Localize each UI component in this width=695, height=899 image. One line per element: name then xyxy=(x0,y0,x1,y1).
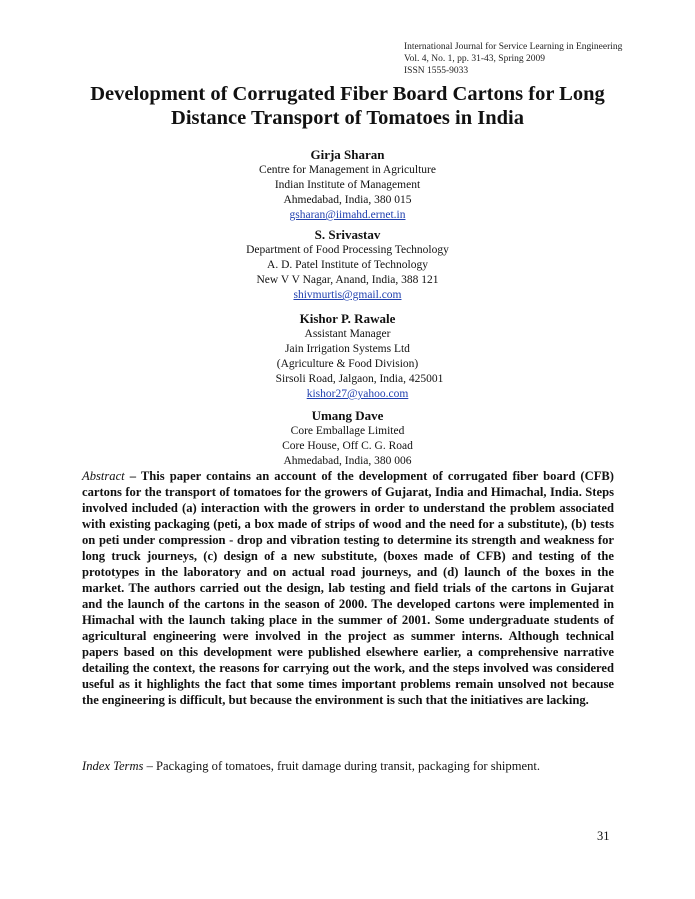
index-terms-label: Index Terms xyxy=(82,759,144,773)
affiliation-line: Core House, Off C. G. Road xyxy=(282,440,413,452)
abstract-text: – This paper contains an account of the development of corrugated fiber board (CFB) cartons for the transport of tomatoes for the growers of Gujarat, India and Himachal, India. Steps involved included (a) interaction with the growers in order to understand the problem associated with existing packaging (peti, a box made of strips of wood and the need for a substitute), (b) tests on peti under compression - drop and vibration testing to determine its strength and weakness for long truck journeys, (c) design of a new substitute, (boxes made of CFB) and testing of the prototypes in the laboratory and on actual road journeys, and (d) launch of the boxes in the market. The authors carried out the design, lab testing and field trials of the cartons in Gujarat and the launch of the cartons in the season of 2000. The developed cartons were implemented in Himachal with the launch taking place in the summer of 2001. Some undergraduate students of agricultural engineering were involved in the project as summer interns. Although technical papers based on this development were published elsewhere earlier, a comprehensive narrative detailing the context, the reasons for carrying out the work, and the steps involved was considered useful as it highlights the fact that some times important problems remain unsolved not because the engineering is difficult, but because the environment is such that the initiatives are lacking. xyxy=(82,469,614,707)
abstract-label: Abstract xyxy=(82,469,125,483)
page-number: 31 xyxy=(597,829,610,843)
affiliation-line: Core Emballage Limited xyxy=(290,425,405,437)
affiliation-line: (Agriculture & Food Division) xyxy=(276,358,419,370)
affiliation-line: New V V Nagar, Anand, India, 388 121 xyxy=(256,274,439,286)
author-email-link[interactable]: kishor27@yahoo.com xyxy=(306,388,409,400)
abstract xyxy=(82,468,614,708)
title-line-1: Development of Corrugated Fiber Board Cartons for Long xyxy=(90,83,605,105)
affiliation-line: Assistant Manager xyxy=(304,328,391,340)
author-email-link[interactable]: gsharan@iimahd.ernet.in xyxy=(289,209,406,221)
affiliation-line: Centre for Management in Agriculture xyxy=(259,164,436,176)
affiliation-line: Jain Irrigation Systems Ltd xyxy=(285,343,410,355)
journal-issn: ISSN 1555-9033 xyxy=(404,66,469,76)
paper-title xyxy=(40,82,655,130)
author-block-sharan xyxy=(170,146,525,223)
index-terms xyxy=(82,758,642,774)
author-block-dave xyxy=(170,407,525,469)
affiliation-line: Sirsoli Road, Jalgaon, India, 425001 xyxy=(275,373,444,385)
journal-volume: Vol. 4, No. 1, pp. 31-43, Spring 2009 xyxy=(404,54,546,64)
author-name: Kishor P. Rawale xyxy=(299,311,396,326)
affiliation-line: Ahmedabad, India, 380 015 xyxy=(283,194,412,206)
author-name: Umang Dave xyxy=(311,408,384,423)
title-line-2: Distance Transport of Tomatoes in India xyxy=(171,107,524,129)
affiliation-line: Ahmedabad, India, 380 006 xyxy=(283,455,412,467)
affiliation-line: Indian Institute of Management xyxy=(274,179,421,191)
affiliation-line: Department of Food Processing Technology xyxy=(246,244,449,256)
journal-name: International Journal for Service Learning in Engineering xyxy=(404,42,623,52)
author-block-rawale xyxy=(170,310,525,402)
author-name: S. Srivastav xyxy=(314,227,381,242)
affiliation-line: A. D. Patel Institute of Technology xyxy=(267,259,428,271)
index-terms-text: – Packaging of tomatoes, fruit damage during transit, packaging for shipment. xyxy=(143,759,541,773)
author-block-srivastav xyxy=(170,226,525,303)
author-email-link[interactable]: shivmurtis@gmail.com xyxy=(293,289,402,301)
author-name: Girja Sharan xyxy=(310,147,385,162)
journal-info xyxy=(404,41,622,77)
